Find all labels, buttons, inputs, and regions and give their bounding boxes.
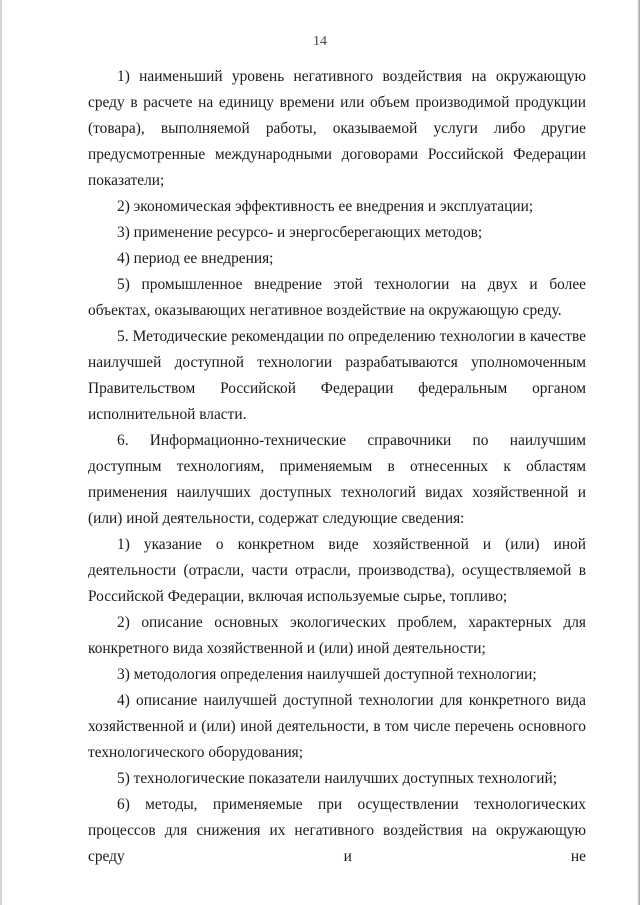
page-number: 14: [313, 34, 327, 49]
paragraph-7: 6. Информационно-технические справочники по наилучшим доступным технологиям, применяемым в отнесенных к областям применения наилучших доступных технологий видах хозяйственной и (или) иной деятельности, содержат следующие сведения:: [88, 432, 586, 527]
paragraph-5: 5) промышленное внедрение этой технологии на двух и более объектах, оказывающих негативное воздействие на окружающую среду.: [88, 276, 586, 319]
document-body: [88, 64, 586, 870]
paragraph-8: 1) указание о конкретном виде хозяйственной и (или) иной деятельности (отрасли, части отрасли, производства), осуществляемой в Российской Федерации, включая используемые сырье, топливо;: [88, 536, 586, 605]
paragraph-2: 2) экономическая эффективность ее внедрения и эксплуатации;: [117, 198, 534, 215]
paragraph-4: 4) период ее внедрения;: [117, 250, 274, 267]
paragraph-11: 4) описание наилучшей доступной технологии для конкретного вида хозяйственной и (или) иной деятельности, в том числе перечень основного технологического оборудования;: [88, 692, 586, 761]
page-edge-left: [0, 0, 2, 905]
paragraph-6: 5. Методические рекомендации по определению технологии в качестве наилучшей доступной технологии разрабатываются уполномоченным Правительством Российской Федерации федеральным органом исполнительной власти.: [88, 328, 586, 423]
paragraph-12: 5) технологические показатели наилучших доступных технологий;: [117, 770, 557, 787]
paragraph-9: 2) описание основных экологических проблем, характерных для конкретного вида хозяйственной и (или) иной деятельности;: [88, 614, 586, 657]
paragraph-1: 1) наименьший уровень негативного воздействия на окружающую среду в расчете на единицу времени или объем производимой продукции (товара), выполняемой работы, оказываемой услуги либо другие предусмотренные международными договорами Российской Федерации показатели;: [88, 68, 586, 189]
paragraph-3: 3) применение ресурсо- и энергосберегающих методов;: [117, 224, 483, 241]
paragraph-10: 3) методология определения наилучшей доступной технологии;: [117, 666, 537, 683]
paragraph-13: 6) методы, применяемые при осуществлении технологических процессов для снижения их негативного воздействия на окружающую среду и не: [88, 796, 586, 865]
